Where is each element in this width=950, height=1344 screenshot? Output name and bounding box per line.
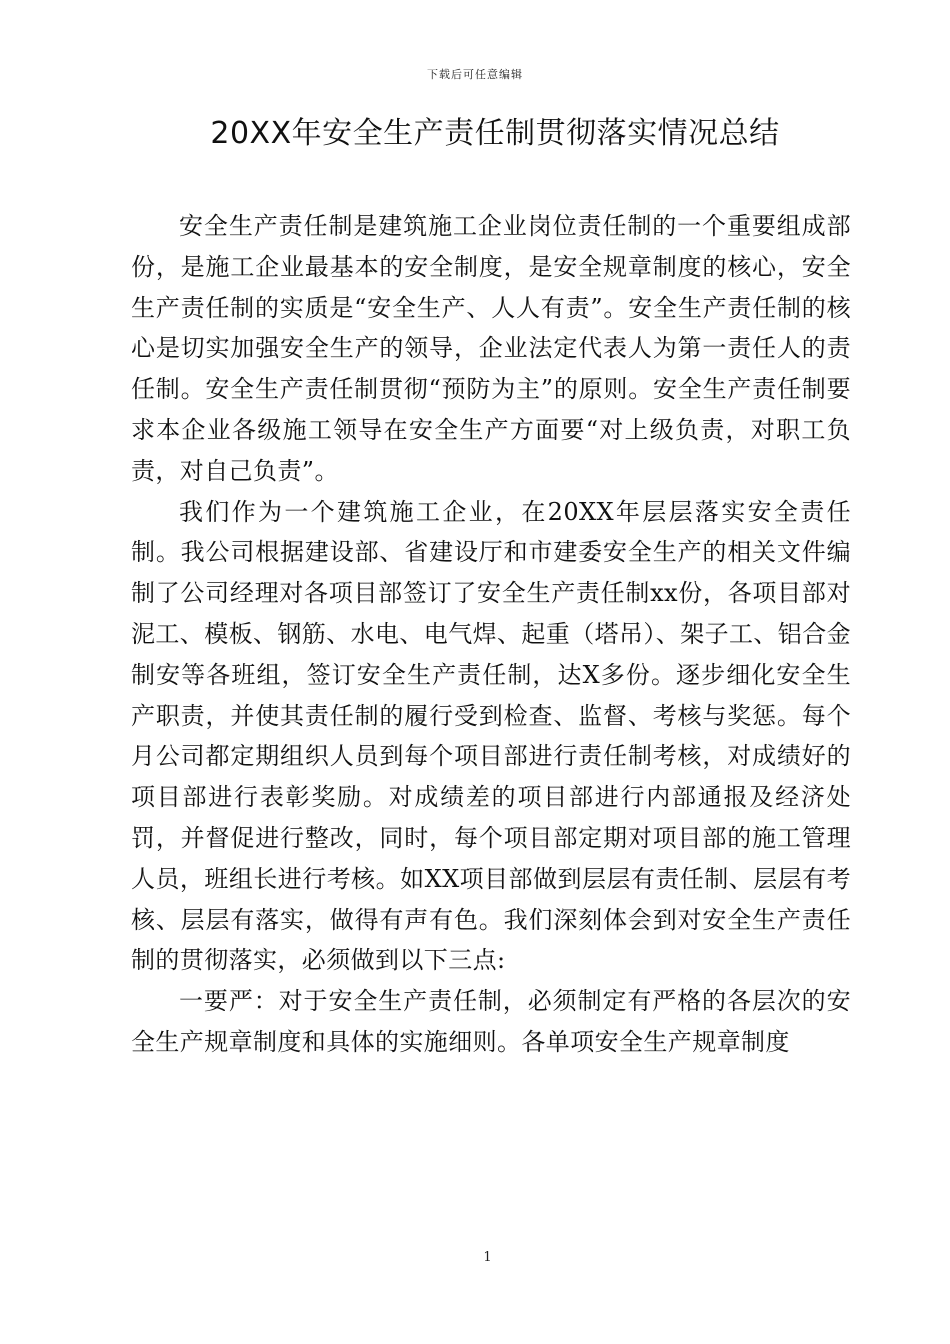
page-number: 1 — [483, 1250, 492, 1265]
paragraph-intro: 安全生产责任制是建筑施工企业岗位责任制的一个重要组成部份，是施工企业最基本的安全制度，是安全规章制度的核心，安全生产责任制的实质是“安全生产、人人有责”。安全生产责任制的核心是切实加强安全生产的领导，企业法定代表人为第一责任人的责任制。安全生产责任制贯彻“预防为主”的原则。安全生产责任制要求本企业各级施工领导在安全生产方面要“对上级负责，对职工负责，对自己负责”。 — [131, 212, 851, 485]
document-body — [131, 206, 851, 1063]
header-note: 下载后可任意编辑 — [427, 68, 523, 81]
paragraph-implementation: 我们作为一个建筑施工企业，在20XX年层层落实安全责任制。我公司根据建设部、省建设厅和市建委安全生产的相关文件编制了公司经理对各项目部签订了安全生产责任制xx份，各项目部对泥工、模板、钢筋、水电、电气焊、起重（塔吊）、架子工、铝合金制安等各班组，签订安全生产责任制，达X多份。逐步细化安全生产职责，并使其责任制的履行受到检查、监督、考核与奖惩。每个月公司都定期组织人员到每个项目部进行责任制考核，对成绩好的项目部进行表彰奖励。对成绩差的项目部进行内部通报及经济处罚，并督促进行整改，同时，每个项目部定期对项目部的施工管理人员，班组长进行考核。如XX项目部做到层层有责任制、层层有考核、层层有落实，做得有声有色。我们深刻体会到对安全生产责任制的贯彻落实，必须做到以下三点: — [131, 497, 851, 975]
paragraph-point-one: 一要严：对于安全生产责任制，必须制定有严格的各层次的安全生产规章制度和具体的实施细则。各单项安全生产规章制度 — [131, 987, 851, 1056]
document-title: 20XX年安全生产责任制贯彻落实情况总结 — [210, 116, 780, 151]
